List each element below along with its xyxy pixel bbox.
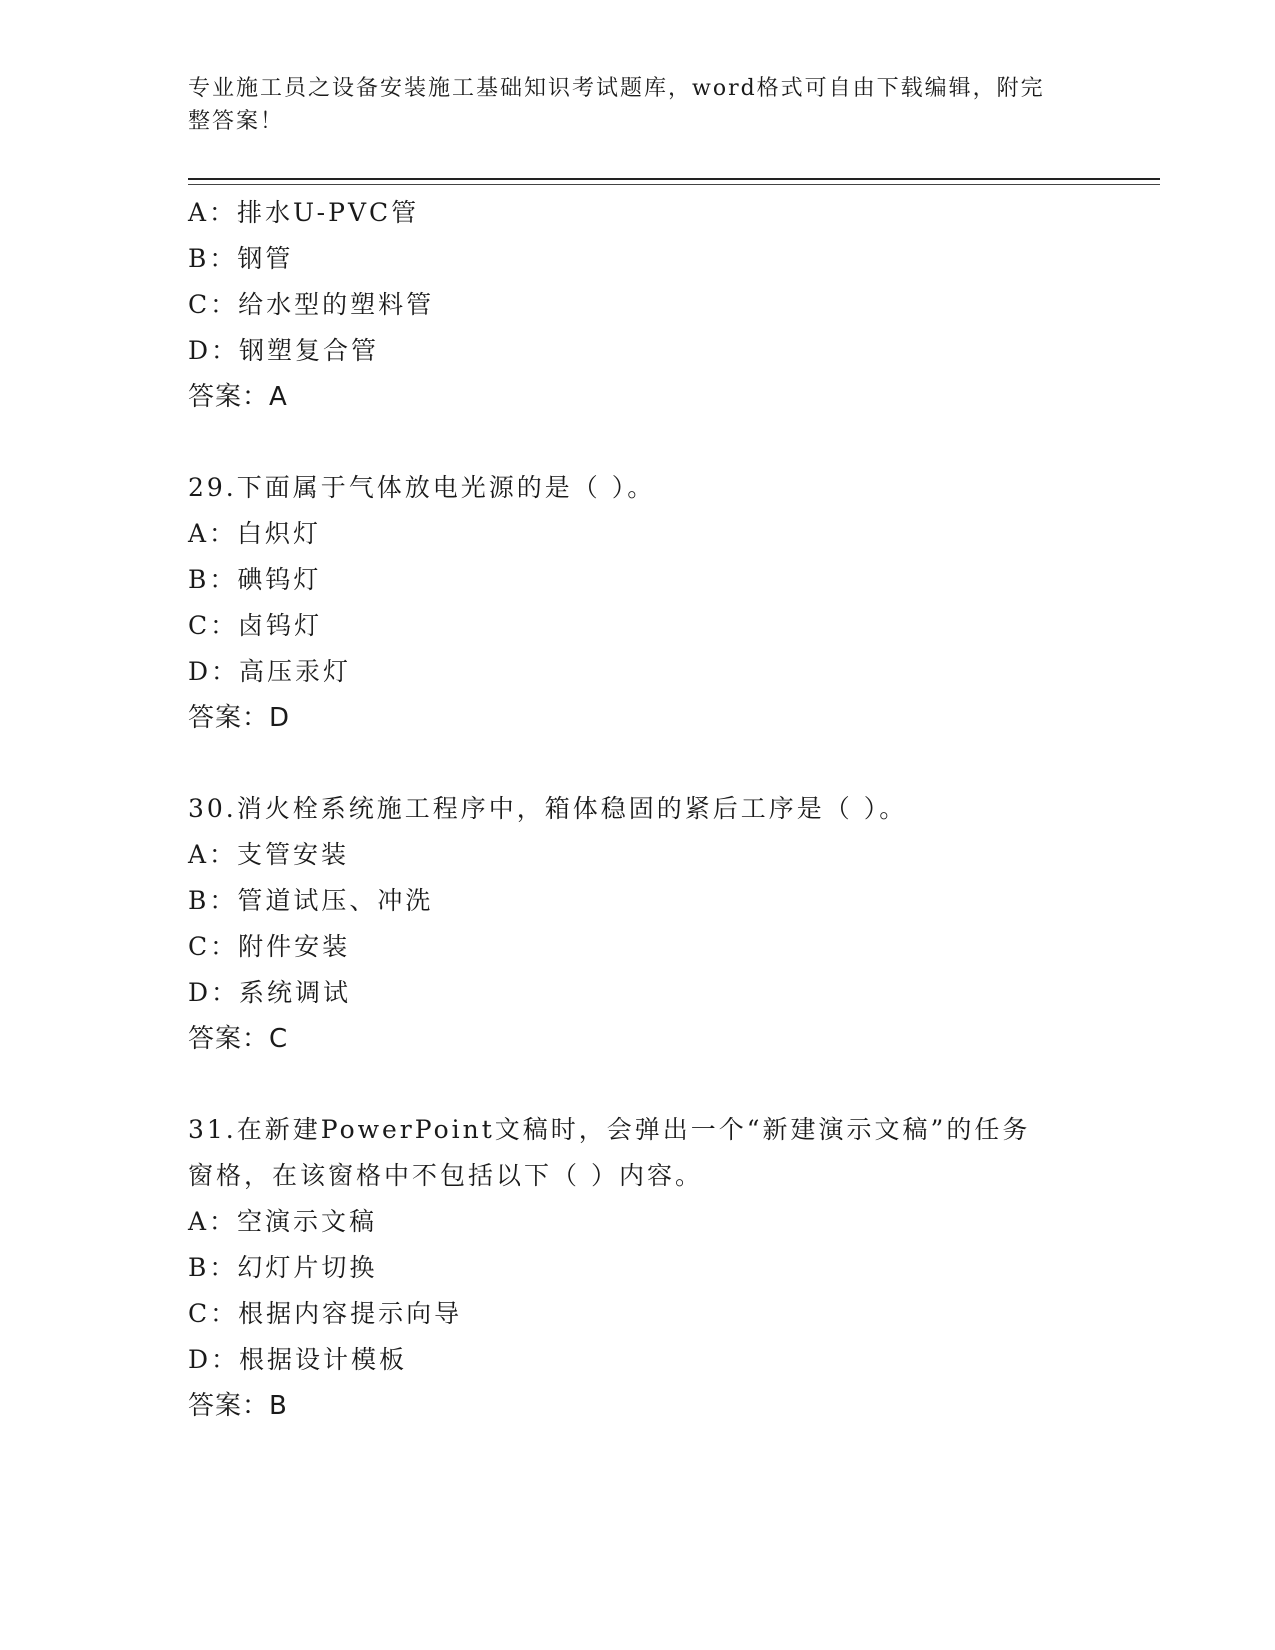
option-a: A：排水U-PVC管	[188, 198, 420, 227]
option-d: D：高压汞灯	[188, 657, 352, 686]
option-c: C：根据内容提示向导	[188, 1299, 463, 1328]
header-line-1: 专业施工员之设备安装施工基础知识考试题库，word格式可自由下载编辑，附完	[188, 76, 1045, 101]
option-b: B：幻灯片切换	[188, 1253, 378, 1282]
option-d: D：钢塑复合管	[188, 336, 380, 365]
answer: 答案：D	[188, 703, 291, 733]
option-c: C：附件安装	[188, 932, 351, 961]
option-b: B：碘钨灯	[188, 565, 322, 594]
question-list	[188, 190, 1088, 1429]
document-header	[188, 72, 1068, 138]
option-c: C：卤钨灯	[188, 611, 323, 640]
question-28-continued	[188, 190, 1088, 420]
option-c: C：给水型的塑料管	[188, 290, 435, 319]
question-stem-line-1: 31.在新建PowerPoint文稿时，会弹出一个“新建演示文稿”的任务	[188, 1115, 1031, 1144]
header-divider-thin	[188, 184, 1160, 185]
spacer	[188, 741, 1088, 786]
answer: 答案：C	[188, 1024, 289, 1054]
option-a: A：白炽灯	[188, 519, 322, 548]
option-a: A：支管安装	[188, 840, 350, 869]
spacer	[188, 420, 1088, 465]
question-30	[188, 786, 1088, 1062]
question-31	[188, 1107, 1088, 1429]
option-b: B：管道试压、冲洗	[188, 886, 434, 915]
header-divider-thick	[188, 178, 1160, 180]
answer: 答案：A	[188, 382, 288, 412]
question-stem-line-2: 窗格，在该窗格中不包括以下（ ）内容。	[188, 1161, 703, 1190]
option-b: B：钢管	[188, 244, 294, 273]
option-d: D：根据设计模板	[188, 1345, 408, 1374]
question-stem: 29.下面属于气体放电光源的是（ ）。	[188, 473, 656, 502]
question-29	[188, 465, 1088, 741]
option-a: A：空演示文稿	[188, 1207, 378, 1236]
answer: 答案：B	[188, 1391, 288, 1421]
header-line-2: 整答案！	[188, 109, 285, 134]
option-d: D：系统调试	[188, 978, 352, 1007]
question-stem: 30.消火栓系统施工程序中，箱体稳固的紧后工序是（ ）。	[188, 794, 908, 823]
spacer	[188, 1062, 1088, 1107]
